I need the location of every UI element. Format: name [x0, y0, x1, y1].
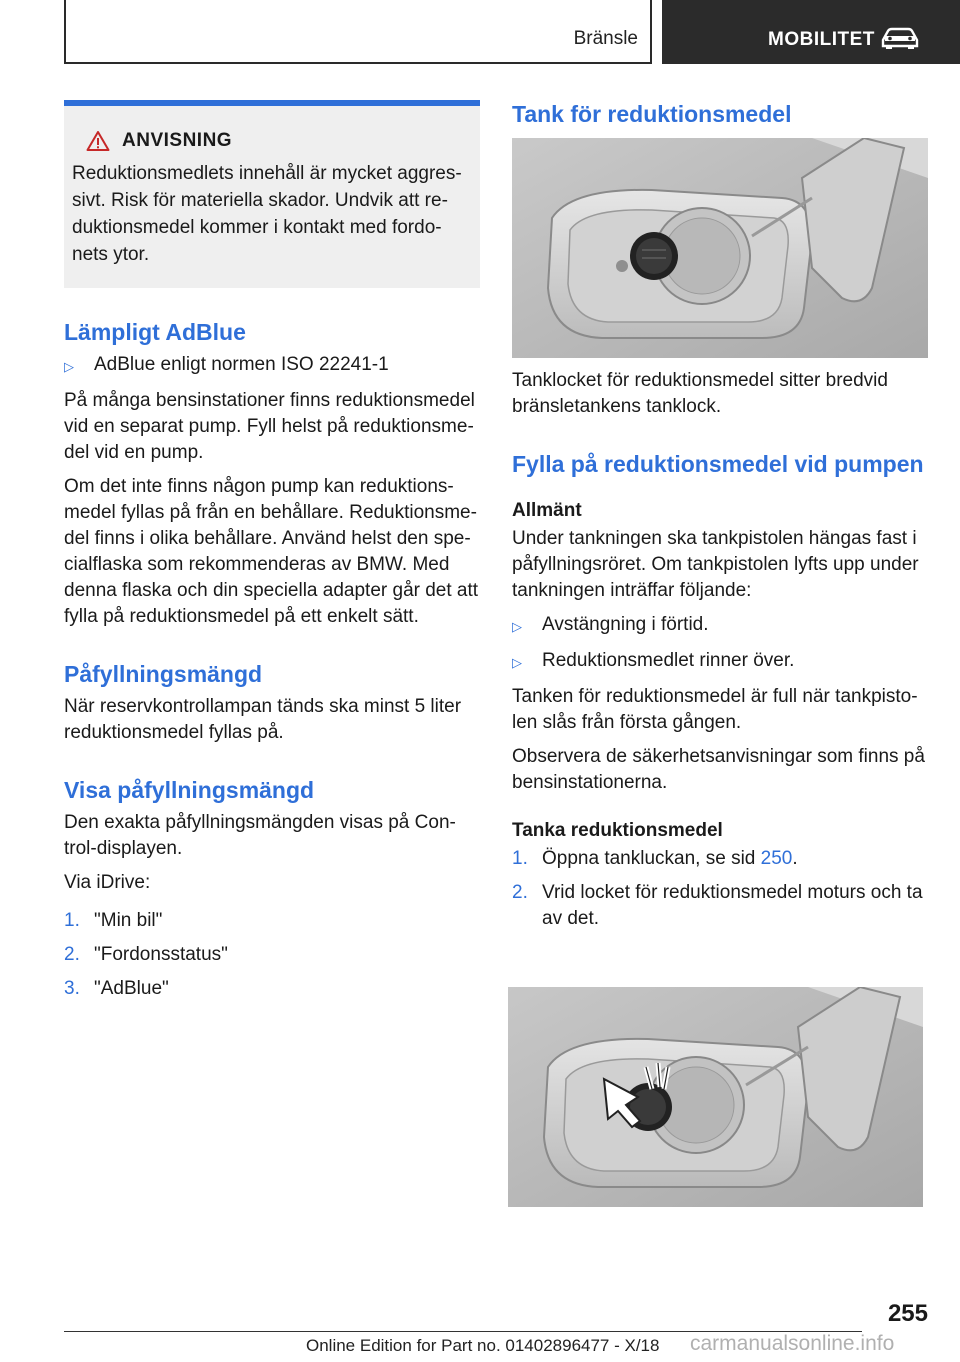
step-number: 2. — [512, 882, 528, 903]
section-title: Bränsle — [573, 28, 638, 49]
list-item — [512, 846, 928, 872]
bullet-triangle-icon: ▷ — [512, 655, 522, 670]
adblue-cap-open-photo — [508, 987, 923, 1207]
paragraph-observera: Observera de säkerhetsanvisningar som finns på bensinstationerna. — [512, 746, 925, 793]
paragraph-visa: Den exakta påfyllningsmängden visas på Control-displayen. — [64, 812, 456, 859]
step-number: 2. — [64, 944, 80, 965]
step-text: "Min bil" — [94, 910, 163, 931]
heading-fylla-pa: Fylla på reduktionsmedel vid pumpen — [512, 451, 924, 477]
bullet-triangle-icon: ▷ — [512, 619, 522, 634]
list-item — [512, 880, 928, 932]
paragraph-full: Tanken för reduktionsmedel är full när tankpistolen slås från första gången. — [512, 686, 918, 733]
list-item-text: Reduktionsmedlet rinner över. — [542, 650, 795, 671]
heading-tanka: Tanka reduktionsmedel — [512, 820, 723, 841]
notice-header — [72, 130, 470, 152]
list-item-text: Avstängning i förtid. — [542, 614, 709, 635]
section-tab — [64, 0, 652, 64]
car-icon — [880, 27, 920, 49]
list-item — [64, 976, 480, 1002]
list-item — [64, 352, 480, 380]
list-item-text: AdBlue enligt normen ISO 22241-1 — [94, 354, 389, 375]
step-number: 1. — [64, 910, 80, 931]
notice-title: ANVISNING — [122, 130, 233, 151]
heading-lampligt-adblue: Lämpligt AdBlue — [64, 319, 246, 345]
step-text: "AdBlue" — [94, 978, 169, 999]
list-item — [64, 942, 480, 968]
paragraph-idrive: Via iDrive: — [64, 872, 151, 893]
right-column — [512, 100, 928, 940]
step-number: 3. — [64, 978, 80, 999]
photo-caption: Tanklocket för reduktionsmedel sitter bredvid bränsletankens tanklock. — [512, 370, 888, 417]
heading-visa-pafyllningsmangd: Visa påfyllningsmängd — [64, 777, 315, 803]
page-header — [64, 0, 960, 64]
page-link[interactable]: 250 — [760, 848, 793, 869]
watermark: carmanualsonline.info — [690, 1332, 895, 1355]
paragraph-behallare: Om det inte finns någon pump kan reduktionsmedel fyllas på från en behållare. Reduktionsmedel finns i olika behållare. Använd helst den specialflaska som rekommenderas av BMW. Med denna flaska och din speciella adapter går det att fylla på reduktionsmedel på ett enkelt sätt. — [64, 476, 479, 627]
heading-tank: Tank för reduktionsmedel — [512, 101, 792, 127]
bullet-triangle-icon: ▷ — [64, 359, 74, 374]
heading-allmant: Allmänt — [512, 500, 582, 521]
step-number: 1. — [512, 848, 528, 869]
notice-box — [64, 100, 480, 288]
footer-edition: Online Edition for Part no. 01402896477 - X/18 — [306, 1336, 660, 1355]
left-column — [64, 100, 480, 1010]
notice-text: Reduktionsmedlets innehåll är mycket aggressivt. Risk för materiella skador. Undvik att reduktionsmedel kommer i kontakt med fordonets ytor. — [72, 163, 462, 265]
chapter-tab — [662, 0, 960, 64]
paragraph-mangd: När reservkontrollampan tänds ska minst 5 liter reduktionsmedel fyllas på. — [64, 696, 462, 743]
page-number: 255 — [887, 1300, 928, 1327]
heading-pafyllningsmangd: Påfyllningsmängd — [64, 661, 263, 687]
step-text: Vrid locket för reduktionsmedel moturs och ta av det. — [542, 882, 923, 929]
warning-triangle-icon — [86, 130, 110, 152]
list-item — [512, 612, 928, 640]
step-text: "Fordonsstatus" — [94, 944, 228, 965]
list-item — [64, 908, 480, 934]
step-text: Öppna tankluckan, se sid 250. — [542, 848, 798, 869]
paragraph-allmant: Under tankningen ska tankpistolen hängas fast i påfyllningsröret. Om tankpistolen lyfts upp under tankningen inträffar följande: — [512, 528, 919, 601]
paragraph-pump: På många bensinstationer finns reduktionsmedel vid en separat pump. Fyll helst på reduktionsmedel vid en pump. — [64, 390, 475, 463]
list-item — [512, 648, 928, 676]
chapter-title: MOBILITET — [768, 29, 875, 50]
adblue-cap-photo — [512, 138, 928, 358]
